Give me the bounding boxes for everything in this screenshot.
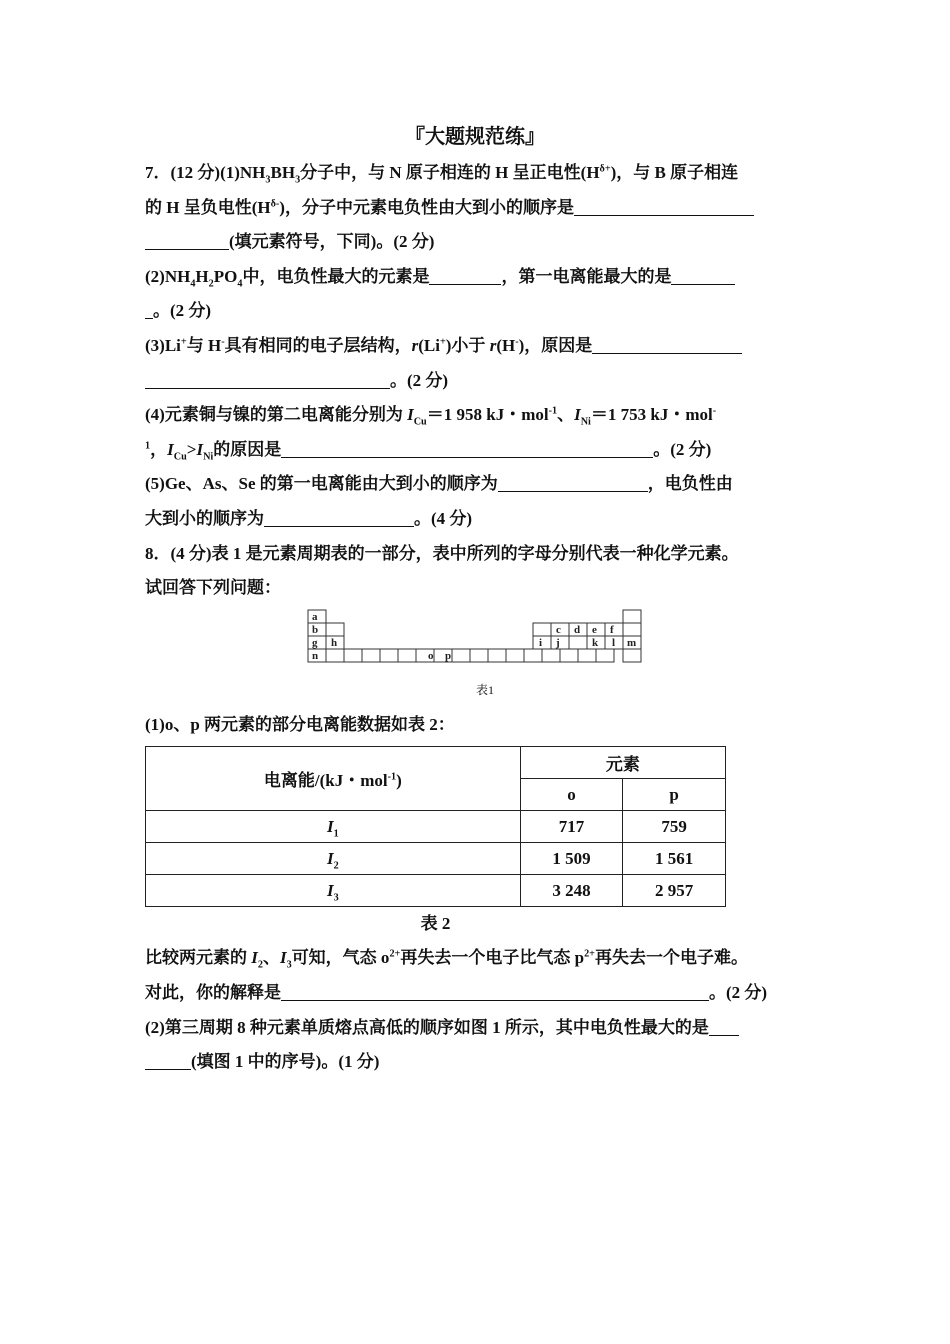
pt-cell bbox=[596, 649, 614, 662]
pt-cell bbox=[344, 649, 362, 662]
pt-cell bbox=[605, 623, 623, 636]
q8-line-2: 试回答下列问题： bbox=[145, 578, 281, 598]
answer-blank[interactable] bbox=[145, 301, 153, 320]
q7-line-3: (填元素符号，下同)。(2 分) bbox=[145, 225, 825, 260]
pt-cell bbox=[551, 636, 569, 649]
pt-cell bbox=[326, 649, 344, 662]
answer-blank[interactable] bbox=[281, 439, 653, 458]
q7-part4-line-1: (4)元素铜与镍的第二电离能分别为 $I_{Cu}=1$ 958 kJ・mol$^{-1}$、$I_{Ni}=1$ 753 kJ・mol- bbox=[145, 405, 717, 428]
question-content bbox=[145, 156, 825, 1080]
pt-letter-j: j bbox=[556, 636, 560, 649]
grid-cells bbox=[308, 610, 641, 662]
q8-compare-line-1: 比较两元素的 $I_2$、$I_3$可知，气态 $o^{2+}$再失去一个电子比气态 $p^{2+}$再失去一个电子难。 bbox=[145, 948, 748, 971]
pt-letter-m: m bbox=[627, 636, 637, 649]
pt-cell bbox=[380, 649, 398, 662]
q7-line-1: 7．(12 分)$(1)NH_3BH_3$分子中，与 N 原子相连的 H 呈正电性$(H^{\delta+})$，与 B 原子相连 bbox=[145, 163, 739, 186]
pt-letter-p: p bbox=[445, 649, 452, 662]
pt-letter-f: f bbox=[610, 623, 614, 636]
answer-blank[interactable] bbox=[709, 1017, 739, 1036]
table2-caption: 表 2 bbox=[420, 914, 451, 934]
table-cell: 3 248 bbox=[520, 875, 623, 907]
pt-cell bbox=[362, 649, 380, 662]
answer-blank[interactable] bbox=[145, 231, 229, 250]
pt-letter-c: c bbox=[556, 623, 561, 636]
q8-part1-intro: (1)o、p 两元素的部分电离能数据如表 2： bbox=[145, 714, 455, 734]
table1-caption: 表1 bbox=[475, 682, 494, 697]
pt-cell bbox=[623, 610, 641, 623]
table-header-o: o bbox=[520, 779, 623, 811]
q7-part5-line-1: (5)Ge、As、Se 的第一电离能由大到小的顺序为 ，电负性由 bbox=[145, 474, 733, 494]
q7-line-2: 的 H 呈负电性$(H^{\delta-})$，分子中元素电负性由大到小的顺序是 bbox=[145, 191, 825, 226]
pt-letter-g: g bbox=[312, 636, 318, 649]
q8-compare-line-2: 对此，你的解释是 。(2 分) bbox=[145, 982, 768, 1002]
pt-letter-l: l bbox=[612, 636, 616, 649]
pt-cell bbox=[470, 649, 488, 662]
q7-part4-line-2: $^1$，$I_{Cu}>I_{Ni}$的原因是 。(2 分) bbox=[145, 439, 712, 463]
table-cell: $I_2$ bbox=[146, 843, 521, 875]
pt-letter-i: i bbox=[539, 636, 543, 649]
q7-part3-line-1: (3)Li+与 H-具有相同的电子层结构，r(Li+)小于 r(H-)，原因是 bbox=[145, 329, 825, 364]
q7-part2-line-1: $(2)NH_4H_2PO_4$中，电负性最大的元素是 ，第一电离能最大的是 bbox=[145, 260, 825, 295]
pt-cell bbox=[569, 636, 587, 649]
answer-blank[interactable] bbox=[671, 266, 735, 285]
pt-cell bbox=[578, 649, 596, 662]
answer-blank[interactable] bbox=[264, 508, 414, 527]
table-row bbox=[146, 875, 726, 907]
pt-cell bbox=[542, 649, 560, 662]
q8-part2-line-2: (填图 1 中的序号)。(1 分) bbox=[145, 1045, 825, 1080]
periodic-table-grid bbox=[145, 608, 825, 680]
pt-cell bbox=[488, 649, 506, 662]
answer-blank[interactable] bbox=[281, 982, 709, 1001]
answer-blank[interactable] bbox=[498, 474, 648, 493]
pt-letter-h: h bbox=[331, 636, 338, 649]
periodic-table-figure bbox=[145, 608, 825, 680]
pt-cell bbox=[560, 649, 578, 662]
table-cell: $I_3$ bbox=[146, 875, 521, 907]
table-cell: 1 509 bbox=[520, 843, 623, 875]
table-cell: 1 561 bbox=[623, 843, 726, 875]
table-cell: 717 bbox=[520, 811, 623, 843]
q7-part5-line-2: 大到小的顺序为 。(4 分) bbox=[145, 508, 473, 528]
answer-blank[interactable] bbox=[574, 197, 754, 216]
pt-cell bbox=[326, 623, 344, 636]
pt-letter-d: d bbox=[574, 623, 581, 636]
answer-blank[interactable] bbox=[145, 370, 390, 389]
pt-letter-a: a bbox=[312, 610, 318, 623]
table-cell: 2 957 bbox=[623, 875, 726, 907]
answer-blank[interactable] bbox=[592, 335, 742, 354]
pt-letter-k: k bbox=[592, 636, 599, 649]
pt-cell bbox=[506, 649, 524, 662]
ionization-energy-table bbox=[145, 746, 726, 907]
pt-letter-o: o bbox=[428, 649, 434, 662]
pt-letter-e: e bbox=[592, 623, 597, 636]
pt-cell bbox=[524, 649, 542, 662]
table-row bbox=[146, 843, 726, 875]
q8-part2-line-1: (2)第三周期 8 种元素单质熔点高低的顺序如图 1 所示，其中电负性最大的是 bbox=[145, 1011, 825, 1046]
table-cell: $I_1$ bbox=[146, 811, 521, 843]
section-title: 『大题规范练』 bbox=[405, 124, 545, 148]
table-row bbox=[146, 811, 726, 843]
q7-part3-line-2: 。(2 分) bbox=[145, 364, 825, 399]
table-cell: 759 bbox=[623, 811, 726, 843]
pt-letter-b: b bbox=[312, 623, 319, 636]
answer-blank[interactable] bbox=[145, 1051, 191, 1070]
pt-cell bbox=[533, 623, 551, 636]
pt-cell bbox=[623, 649, 641, 662]
table-header-label: 电离能/(kJ・mol$^{-1}$) bbox=[146, 747, 521, 811]
pt-letter-n: n bbox=[312, 649, 319, 662]
pt-cell bbox=[452, 649, 470, 662]
q8-line-1: 8．(4 分)表 1 是元素周期表的一部分，表中所列的字母分别代表一种化学元素。 bbox=[145, 543, 739, 563]
pt-cell bbox=[398, 649, 416, 662]
table-header-group: 元素 bbox=[520, 747, 725, 779]
answer-blank[interactable] bbox=[429, 266, 501, 285]
q7-part2-line-2: 。(2 分) bbox=[145, 294, 825, 329]
pt-cell bbox=[623, 623, 641, 636]
table-header-p: p bbox=[623, 779, 726, 811]
